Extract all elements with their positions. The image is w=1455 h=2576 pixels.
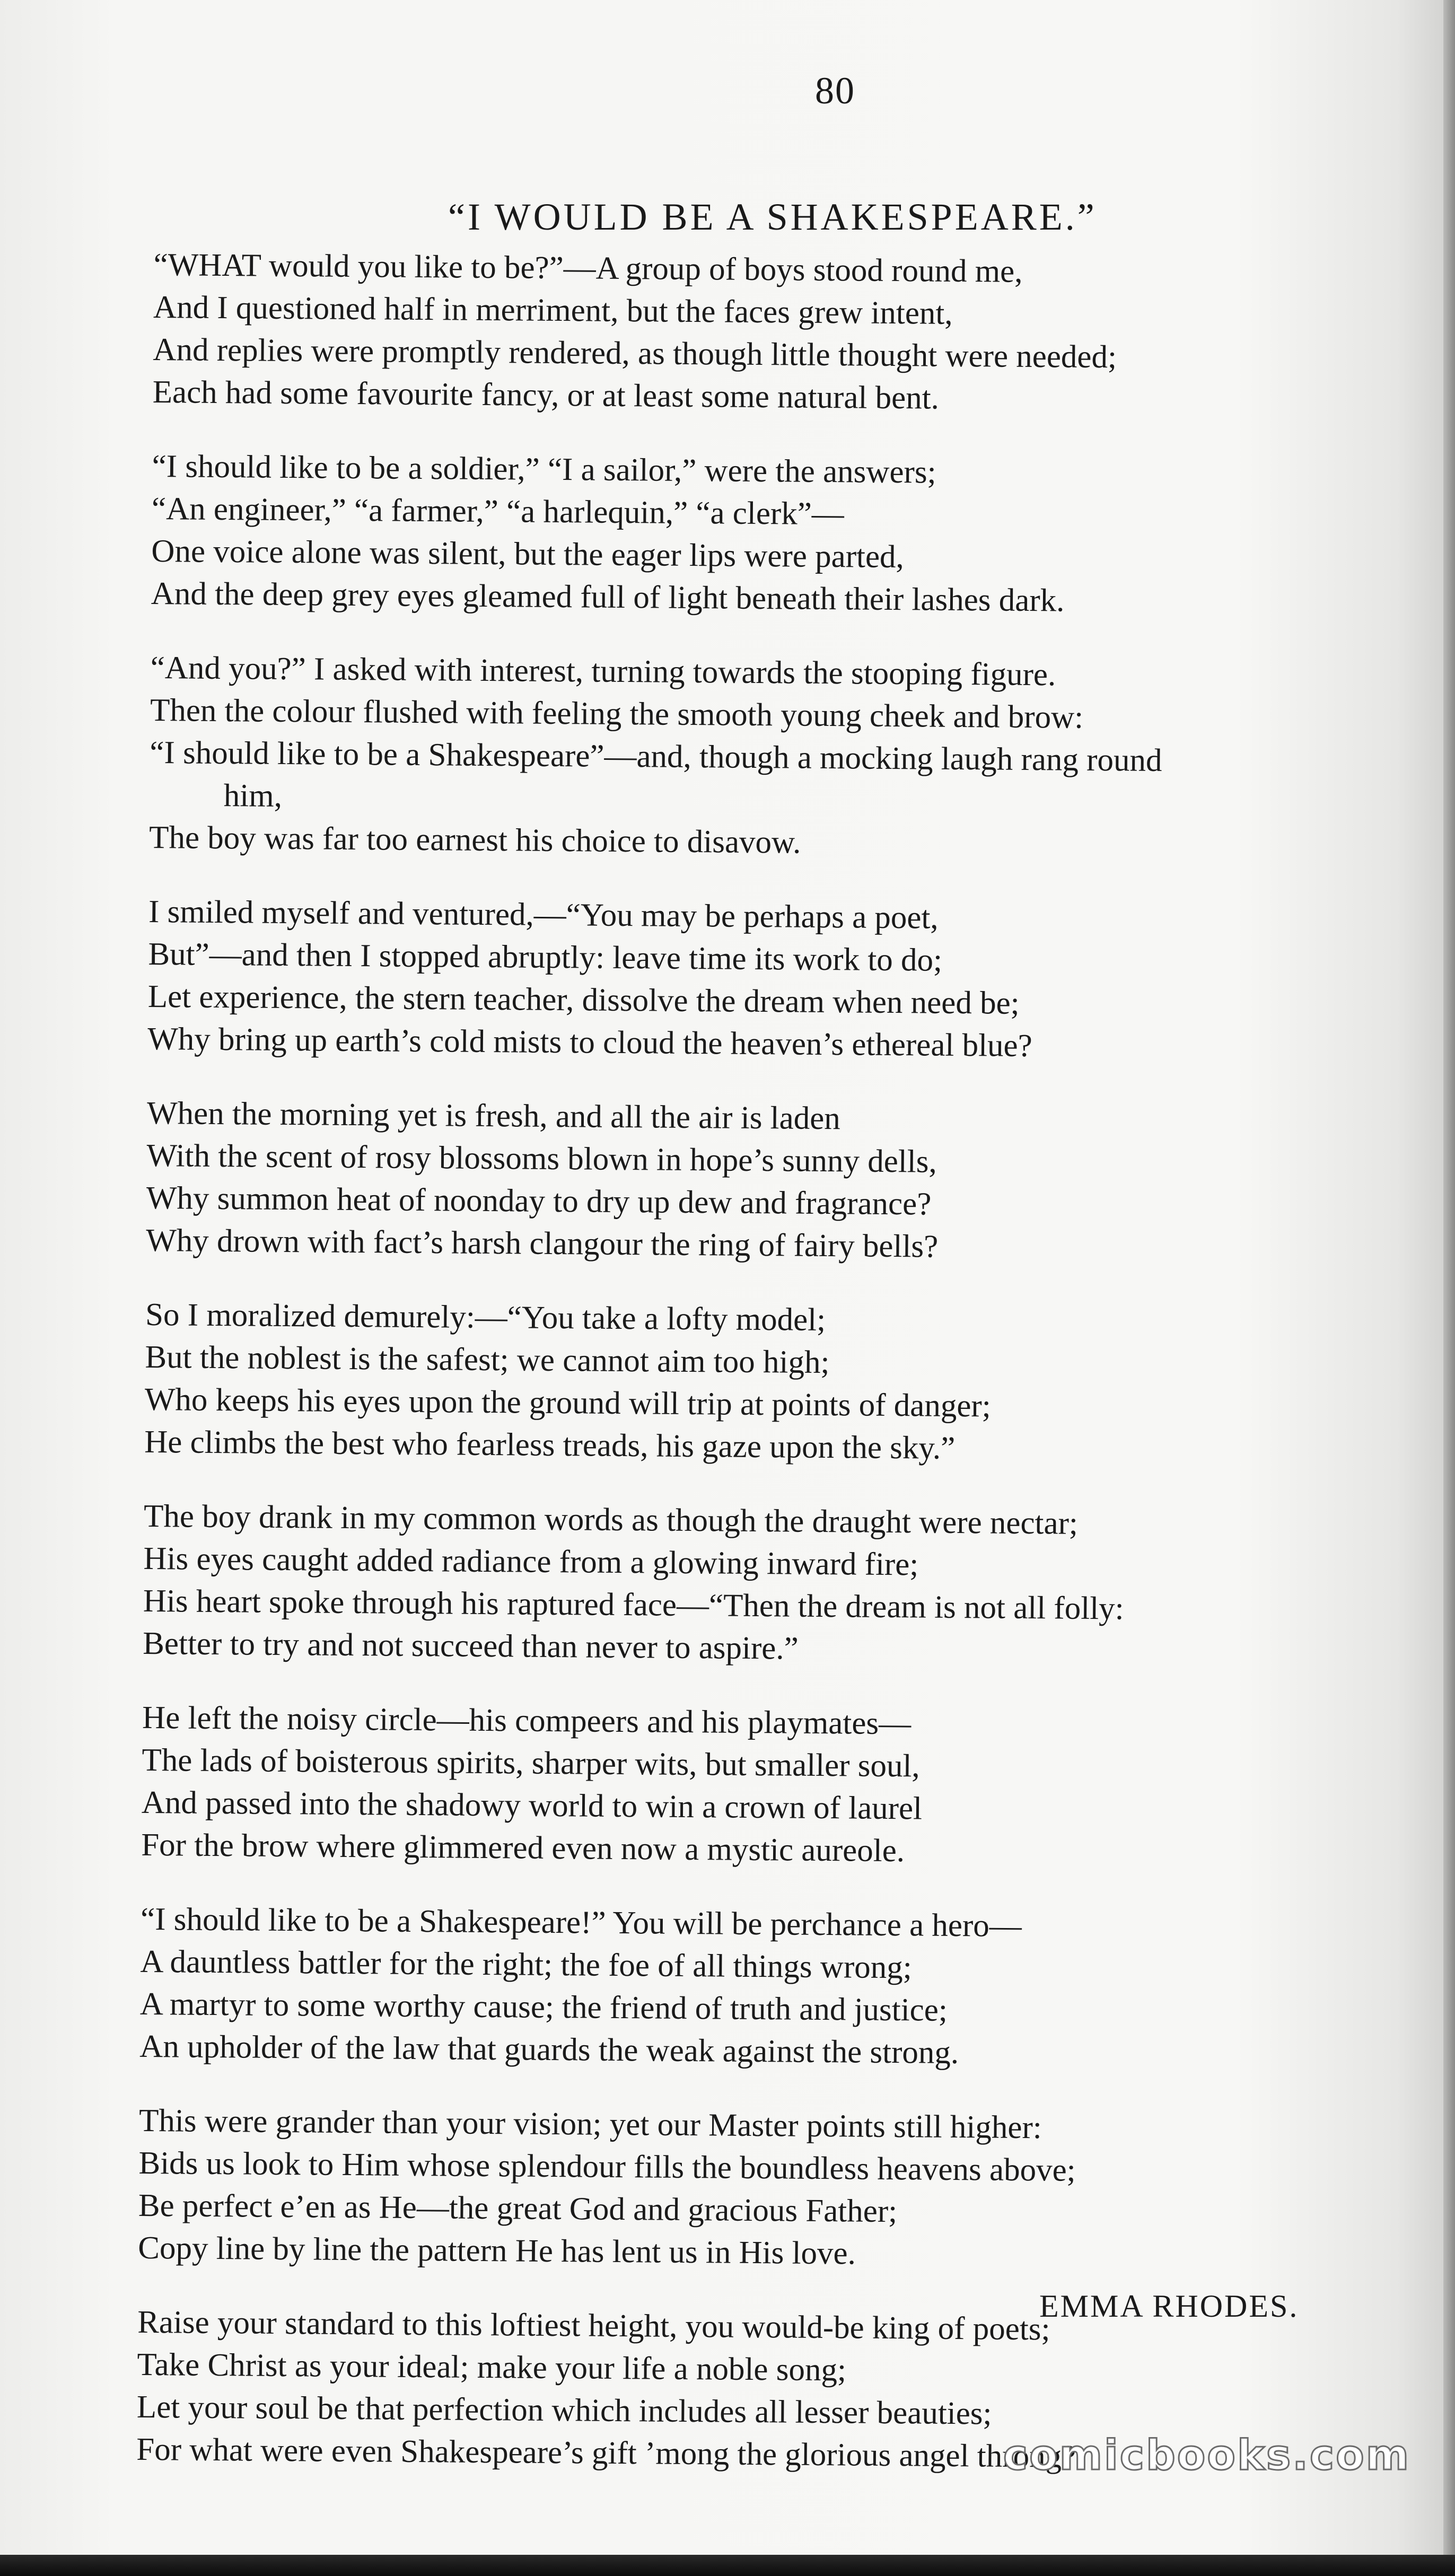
poem-line: And replies were promptly rendered, as though little thought were needed;	[153, 331, 1117, 375]
poem-line: Let your soul be that perfection which includes all lesser beauties;	[136, 2389, 992, 2432]
poem-line: “An engineer,” “a farmer,” “a harlequin,” “a clerk”—	[151, 490, 845, 532]
stanza-6	[144, 1294, 1397, 1474]
poem-line: But”—and then I stopped abruptly: leave time its work to do;	[148, 936, 943, 978]
poem-line: The lads of boisterous spirits, sharper wits, but smaller soul,	[142, 1742, 920, 1784]
poem-line: “I should like to be a soldier,” “I a sailor,” were the answers;	[152, 448, 936, 490]
poem-line: I smiled myself and ventured,—“You may be perhaps a poet,	[148, 893, 939, 936]
poem-line: And passed into the shadowy world to win a crown of laurel	[141, 1784, 923, 1827]
stanza-1	[152, 244, 1405, 424]
site-watermark: comicbooks.com	[1003, 2432, 1410, 2479]
poem-line: He left the noisy circle—his compeers and his playmates—	[142, 1699, 911, 1742]
poem-line: So I moralized demurely:—“You take a lofty model;	[145, 1296, 826, 1338]
poem-line: Raise your standard to this loftiest height, you would-be king of poets;	[137, 2304, 1050, 2347]
poem-line: The boy drank in my common words as though the draught were nectar;	[143, 1498, 1079, 1541]
poem-line: And I questioned half in merriment, but the faces grew intent,	[153, 289, 953, 331]
poem-line: Why drown with fact’s harsh clangour the ring of fairy bells?	[145, 1222, 939, 1265]
poem-line: For what were even Shakespeare’s gift ’mong the glorious angel throng?	[136, 2431, 1076, 2475]
poem-body	[136, 244, 1405, 2512]
poem-line: A martyr to some worthy cause; the friend of truth and justice;	[139, 1986, 948, 2028]
poem-line: “I should like to be a Shakespeare!” You will be perchance a hero—	[140, 1901, 1022, 1944]
poem-line: But the noblest is the safest; we cannot aim too high;	[145, 1339, 830, 1381]
stanza-8	[141, 1697, 1393, 1877]
poem-line: “And you?” I asked with interest, turning towards the stooping figure.	[150, 650, 1056, 693]
poem-line: Who keeps his eyes upon the ground will trip at points of danger;	[144, 1381, 991, 1424]
stanza-5	[146, 1092, 1398, 1272]
poem-line: With the scent of rosy blossoms blown in hope’s sunny dells,	[146, 1137, 937, 1180]
poem-line: A dauntless battler for the right; the foe of all things wrong;	[140, 1943, 912, 1986]
poem-line: Better to try and not succeed than never to aspire.”	[143, 1625, 799, 1667]
stanza-3	[149, 647, 1402, 869]
poem-line: Be perfect e’en as He—the great God and gracious Father;	[138, 2187, 898, 2230]
poem-line: An upholder of the law that guards the weak against the strong.	[139, 2028, 959, 2071]
poem-line: Why bring up earth’s cold mists to cloud the heaven’s ethereal blue?	[147, 1021, 1032, 1064]
poem-line: When the morning yet is fresh, and all the air is laden	[146, 1095, 841, 1137]
poem-line: “WHAT would you like to be?”—A group of boys stood round me,	[153, 247, 1023, 290]
stanza-7	[143, 1495, 1395, 1675]
scan-bottom-edge	[0, 2555, 1455, 2576]
poem-line: Then the colour flushed with feeling the smooth young cheek and brow:	[150, 692, 1084, 735]
poem-line: His heart spoke through his raptured face—“Then the dream is not all folly:	[143, 1583, 1124, 1627]
poem-line: “I should like to be a Shakespeare”—and, though a mocking laugh rang round	[150, 734, 1162, 778]
poem-line: He climbs the best who fearless treads, his gaze upon the sky.”	[144, 1424, 956, 1466]
poem-line: One voice alone was silent, but the eager lips were parted,	[151, 533, 905, 575]
page-number: 80	[815, 69, 855, 112]
poem-line: Copy line by line the pattern He has lent us in His love.	[138, 2230, 856, 2272]
author-signature: EMMA RHODES.	[1039, 2289, 1299, 2324]
poem-line: For the brow where glimmered even now a mystic aureole.	[141, 1827, 905, 1869]
stanza-10	[138, 2100, 1390, 2280]
poem-line: Why summon heat of noonday to dry up dew and fragrance?	[146, 1180, 932, 1222]
poem-line: Each had some favourite fancy, or at least some natural bent.	[152, 374, 940, 416]
poem-line: And the deep grey eyes gleamed full of light beneath their lashes dark.	[151, 575, 1065, 619]
stanza-9	[139, 1898, 1392, 2078]
poem-line: Bids us look to Him whose splendour fills the boundless heavens above;	[138, 2145, 1076, 2188]
page-edge-shadow	[1443, 0, 1455, 2576]
poem-line: His eyes caught added radiance from a glowing inward fire;	[143, 1540, 919, 1583]
poem-title: “I WOULD BE A SHAKESPEARE.”	[448, 196, 1097, 238]
poem-line-continuation: him,	[223, 778, 283, 814]
stanza-4	[147, 891, 1400, 1071]
poem-line: This were grander than your vision; yet our Master points still higher:	[138, 2102, 1042, 2146]
stanza-2	[151, 445, 1404, 625]
poem-line: Let experience, the stern teacher, dissolve the dream when need be;	[147, 978, 1020, 1021]
poem-line: The boy was far too earnest his choice to disavow.	[148, 819, 801, 861]
poem-line: Take Christ as your ideal; make your life a noble song;	[137, 2346, 847, 2388]
